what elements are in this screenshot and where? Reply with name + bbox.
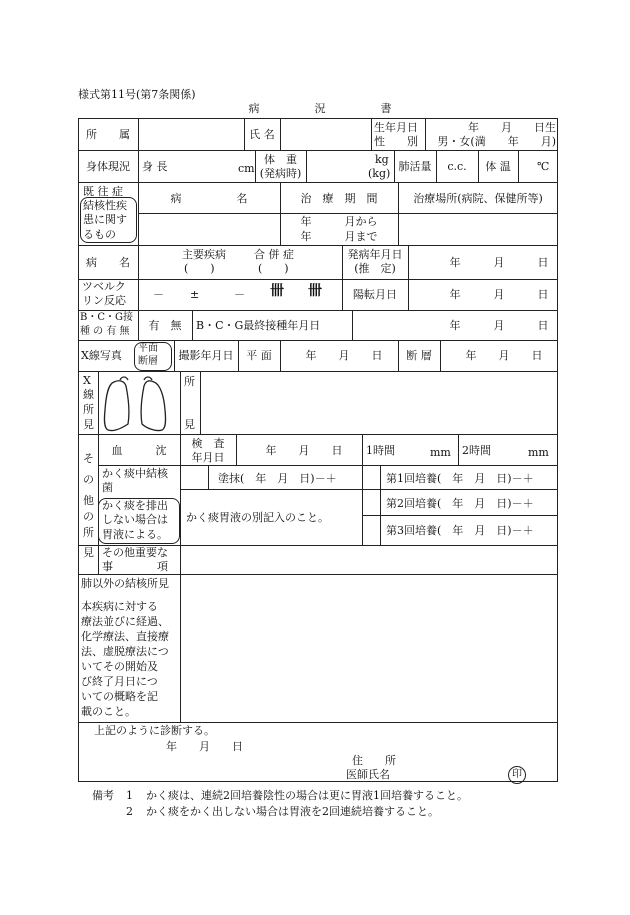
tuberculin-sign-4: 卌 xyxy=(270,283,284,299)
form-id: 様式第11号(第7条関係) xyxy=(78,88,196,101)
vital-capacity-label: 肺活量 xyxy=(398,160,432,173)
history-disease: 病 名 xyxy=(170,192,248,205)
xfind-ken: 見 xyxy=(184,418,195,431)
complication-paren: ( ) xyxy=(258,262,289,275)
gastric-label-3: 胃液による。 xyxy=(102,528,168,541)
xray-date-label: 撮影年月日 xyxy=(178,349,234,362)
treatment-line-5: いてその開始及 xyxy=(81,660,158,673)
sputum-label-2: 菌 xyxy=(102,481,113,494)
treatment-line-8: 載のこと。 xyxy=(81,705,136,718)
tuberculin-label-2: リン反応 xyxy=(82,294,126,307)
other-label-5: 所 xyxy=(83,526,94,539)
xray-plane-date: 年 月 日 xyxy=(305,349,383,362)
other-label-2: の xyxy=(83,473,94,486)
xray-tomo-date: 年 月 日 xyxy=(465,349,543,362)
important-label-2: 事 項 xyxy=(102,560,168,573)
xfind-label-x: X xyxy=(83,374,91,387)
main-disease-paren: ( ) xyxy=(184,262,215,275)
closing-text: 上記のように診断する。 xyxy=(94,724,215,737)
treatment-line-4: 法、虚脱療法につ xyxy=(81,645,169,658)
xray-bracket xyxy=(134,342,172,371)
xray-label: X線写真 xyxy=(81,349,122,362)
affiliation-label: 所 属 xyxy=(86,128,130,141)
exam-label: 検 査 xyxy=(191,437,225,450)
important-label-1: その他重要な xyxy=(102,546,168,559)
dob-label: 生年月日 xyxy=(374,121,418,134)
onset-sub: (推 定) xyxy=(354,262,396,275)
diagnosis-label: 病 名 xyxy=(86,256,130,269)
treatment-line-2: 療法並びに経過、 xyxy=(81,615,169,628)
history-label-4: るもの xyxy=(83,228,116,241)
vital-unit: c.c. xyxy=(447,160,467,173)
blood-sed-label: 血 沈 xyxy=(111,444,167,457)
onset-label: 発病年月日 xyxy=(347,248,403,261)
temp-unit: ℃ xyxy=(537,160,550,173)
dob-value: 年 月 日生 xyxy=(468,121,556,134)
treatment-line-3: 化学療法、直接療 xyxy=(81,630,169,643)
culture-1: 第1回培養( 年 月 日)－＋ xyxy=(386,472,534,485)
lung-diagram xyxy=(100,376,174,434)
culture-2: 第2回培養( 年 月 日)－＋ xyxy=(386,497,534,510)
seal-mark: 印 xyxy=(508,766,526,784)
closing-date: 年 月 日 xyxy=(166,740,243,753)
other-label-4: の xyxy=(83,510,94,523)
xray-opt-plane: 平面 xyxy=(138,343,158,354)
bcg-last-label: B・C・G最終接種年月日 xyxy=(196,319,321,332)
tuberculin-sign-1: － xyxy=(153,288,164,301)
temp-label: 体 温 xyxy=(485,160,511,173)
main-disease-label: 主要疾病 xyxy=(182,248,226,261)
bcg-yesno: 有 無 xyxy=(148,319,182,332)
xfind-label-sen: 線 xyxy=(83,388,94,401)
weight-unit: kg xyxy=(375,153,389,166)
culture-3: 第3回培養( 年 月 日)－＋ xyxy=(386,524,534,537)
exam-date: 年 月 日 xyxy=(265,444,343,457)
weight-sub: (発病時) xyxy=(259,167,302,180)
hour1-label: 1時間 xyxy=(366,444,395,457)
other-label-1: そ xyxy=(83,452,94,465)
gastric-label-2: しない場合は xyxy=(102,513,168,526)
treatment-line-7: いての概略を記 xyxy=(81,690,158,703)
note-1-number: 1 xyxy=(126,789,133,802)
sputum-label-1: かく痰中結核 xyxy=(102,467,168,480)
doctor-name-label: 医師氏名 xyxy=(346,768,390,781)
height-unit: cm xyxy=(238,162,255,175)
xray-opt-tomo: 断層 xyxy=(138,356,158,367)
notes-head: 備考 xyxy=(92,789,114,802)
note-1-text: かく痰は、連続2回培養陰性の場合は更に胃液1回培養すること。 xyxy=(146,789,468,802)
weight-label: 体 重 xyxy=(264,153,297,166)
xfind-label-ken: 見 xyxy=(83,418,94,431)
nonlung-label: 肺以外の結核所見 xyxy=(81,577,169,590)
history-label-1: 既 往 症 xyxy=(83,185,123,198)
other-label-3: 他 xyxy=(83,494,94,507)
treatment-line-1: 本疾病に対する xyxy=(81,600,158,613)
history-from: 年 月から xyxy=(300,215,378,228)
gastric-bracket xyxy=(98,498,180,544)
xray-plane-label: 平 面 xyxy=(246,349,272,362)
history-to: 年 月まで xyxy=(300,230,378,243)
tuberculin-sign-2: ± xyxy=(190,288,200,301)
sex-label: 性 別 xyxy=(374,135,418,148)
page-title: 病 況 書 xyxy=(248,102,392,115)
history-place: 治療場所(病院、保健所等) xyxy=(413,192,543,205)
treatment-line-6: び終了月日につ xyxy=(81,675,158,688)
sputum-gastric-note: かく痰胃液の別記入のこと。 xyxy=(186,511,329,524)
history-label-3: 患に関す xyxy=(83,213,127,226)
onset-date: 年 月 日 xyxy=(449,256,549,269)
address-label: 住 所 xyxy=(352,754,396,767)
xfind-sho: 所 xyxy=(184,375,195,388)
body-status-label: 身体現況 xyxy=(86,160,130,173)
positive-date: 年 月 日 xyxy=(449,288,549,301)
history-label-2: 結核性疾 xyxy=(83,199,127,212)
bcg-date: 年 月 日 xyxy=(449,319,549,332)
complication-label: 合 併 症 xyxy=(254,248,294,261)
xray-tomo-label: 断 層 xyxy=(406,349,432,362)
weight-unit2: (kg) xyxy=(368,167,391,180)
sex-value: 男・女(満 年 月) xyxy=(437,135,556,148)
smear-label: 塗抹( 年 月 日)－＋ xyxy=(218,472,337,485)
history-bracket xyxy=(80,197,137,243)
note-2-text: かく痰をかく出しない場合は胃液を2回連続培養すること。 xyxy=(146,805,439,818)
exam-date-label: 年月日 xyxy=(191,451,225,464)
height-label: 身 長 xyxy=(142,160,168,173)
hour1-unit: mm xyxy=(430,446,451,459)
bcg-label-2: 種 の 有 無 xyxy=(80,326,130,337)
hour2-label: 2時間 xyxy=(462,444,491,457)
tuberculin-label-1: ツベルク xyxy=(82,280,126,293)
gastric-label-1: かく痰を排出 xyxy=(102,499,168,512)
positive-date-label: 陽転月日 xyxy=(353,288,397,301)
bcg-label-1: B・C・G接 xyxy=(80,312,133,323)
note-2-number: 2 xyxy=(126,805,133,818)
hour2-unit: mm xyxy=(528,446,549,459)
other-label-6: 見 xyxy=(83,546,94,559)
xfind-label-sho: 所 xyxy=(83,403,94,416)
name-label: 氏 名 xyxy=(249,128,275,141)
history-period: 治 療 期 間 xyxy=(300,192,378,205)
tuberculin-sign-3: － xyxy=(234,288,245,301)
tuberculin-sign-5: 卌 xyxy=(308,283,322,299)
